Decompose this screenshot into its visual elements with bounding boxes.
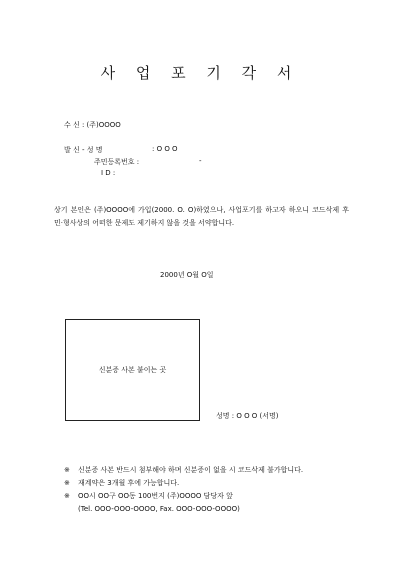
signature-line: 성명 : O O O (서명) — [216, 412, 279, 420]
note-item — [64, 490, 364, 503]
note-text: 재계약은 3개월 후에 가능합니다. — [78, 479, 180, 487]
document-title: 사 업 포 기 각 서 — [100, 64, 300, 82]
resident-number-dash: - — [199, 157, 202, 165]
contact-line: (Tel. OOO-OOO-OOOO, Fax. OOO-OOO-OOOO) — [78, 505, 240, 513]
document-date: 2000년 O월 O일 — [160, 271, 214, 279]
id-photo-placeholder: 신분증 사본 붙이는 곳 — [98, 366, 167, 374]
recipient-line: 수 신 : (주)OOOO — [64, 121, 121, 129]
reference-mark-icon: ※ — [64, 466, 70, 474]
note-item — [64, 477, 364, 490]
id-photo-box — [65, 319, 200, 421]
id-label: I D : — [101, 169, 116, 177]
reference-mark-icon: ※ — [64, 492, 70, 500]
resident-number-label: 주민등록번호 : — [94, 158, 140, 166]
reference-mark-icon: ※ — [64, 479, 70, 487]
sender-label: 발 신 - 성 명 — [64, 146, 103, 154]
note-text: OO시 OO구 OO동 100번지 (주)OOOO 담당자 앞 — [78, 492, 233, 500]
sender-name: : O O O — [152, 145, 178, 153]
note-text: 신분증 사본 반드시 첨부해야 하며 신분증이 없을 시 코드삭제 불가합니다. — [78, 466, 304, 474]
pledge-body: 상기 본인은 (주)OOOO에 가입(2000. O. O)하였으나, 사업포기를 하고자 하오니 코드삭제 후 민·형사상의 어떠한 문제도 제기하지 않을 것을 서약합니다. — [54, 206, 349, 227]
notes-section — [64, 464, 364, 516]
note-item — [64, 464, 364, 477]
